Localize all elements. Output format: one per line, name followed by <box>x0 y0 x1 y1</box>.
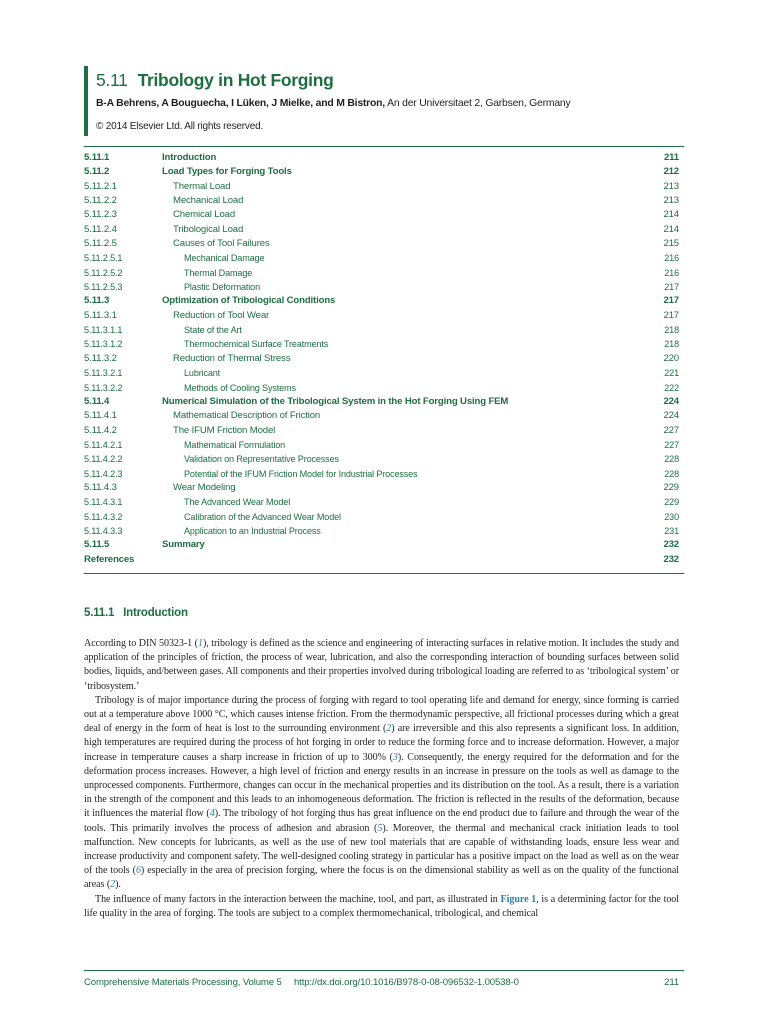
toc-entry-page: 214 <box>663 223 679 235</box>
toc-entry-page: 222 <box>664 382 679 393</box>
toc-entry-page: 224 <box>663 395 679 407</box>
body-paragraph <box>84 893 679 921</box>
citation-link[interactable]: 2 <box>110 879 116 891</box>
toc-entry-title: Mechanical Damage <box>184 253 265 264</box>
toc-entry-number: 5.11.2.5.3 <box>84 282 123 293</box>
toc-entry-number: 5.11.4.3 <box>84 481 117 493</box>
toc-entry-title: Lubricant <box>184 368 221 379</box>
toc-entry-title: Calibration of the Advanced Wear Model <box>184 511 341 522</box>
text-run: The influence of many factors in the interaction between the machine, tool, and part, as illustrated in <box>95 893 501 905</box>
toc-entry[interactable] <box>84 395 679 409</box>
toc-entry-page: 218 <box>664 325 679 336</box>
toc-entry-title: Thermochemical Surface Treatments <box>184 339 329 350</box>
toc-bottom-rule <box>84 573 684 574</box>
toc-entry-number: 5.11.4.1 <box>84 410 117 422</box>
toc-entry-page: 232 <box>663 553 679 565</box>
toc-entry-page: 213 <box>663 180 679 192</box>
toc-entry[interactable] <box>84 524 679 538</box>
body-paragraph <box>84 694 679 893</box>
toc-entry-number: 5.11.2.2 <box>84 195 117 207</box>
toc-entry-number: 5.11.4.2.3 <box>84 468 123 479</box>
toc-entry-number: 5.11.3.1.2 <box>84 339 123 350</box>
toc-entry[interactable] <box>84 251 679 265</box>
toc-entry-page: 215 <box>663 238 679 250</box>
toc-entry[interactable] <box>84 538 679 552</box>
citation-link[interactable]: 1 <box>197 638 203 649</box>
toc-entry-title: Application to an Industrial Process <box>184 525 321 536</box>
toc-entry-page: 229 <box>663 481 679 493</box>
toc-entry-number: 5.11.2.5.1 <box>84 253 123 264</box>
toc-entry[interactable] <box>84 424 679 438</box>
toc-entry[interactable] <box>84 294 679 308</box>
toc-entry[interactable] <box>84 366 679 380</box>
chapter-title-text: Tribology in Hot Forging <box>137 70 334 90</box>
toc-entry-title: The IFUM Friction Model <box>173 424 276 436</box>
toc-entry-title: Causes of Tool Failures <box>173 238 270 250</box>
toc-entry-number: 5.11.4.3.2 <box>84 511 123 522</box>
toc-entry-title: Reduction of Thermal Stress <box>173 352 291 364</box>
toc-entry[interactable] <box>84 309 679 323</box>
toc-entry[interactable] <box>84 510 679 524</box>
toc-entry-number: 5.11.4.3.3 <box>84 525 123 536</box>
toc-entry-title: Plastic Deformation <box>184 282 260 293</box>
citation-link[interactable]: 3 <box>392 751 398 763</box>
toc-entry[interactable] <box>84 409 679 423</box>
toc-entry-page: 213 <box>663 195 679 207</box>
affiliation: An der Universitaet 2, Garbsen, Germany <box>385 98 571 109</box>
body-paragraph <box>84 637 679 694</box>
toc-entry-title: Potential of the IFUM Friction Model for Industrial Processes <box>184 468 418 479</box>
toc-entry-number: References <box>84 553 135 565</box>
toc-entry-title: State of the Art <box>184 325 242 336</box>
toc-entry-page: 228 <box>664 468 679 479</box>
toc-entry[interactable] <box>84 467 679 481</box>
copyright-notice: © 2014 Elsevier Ltd. All rights reserved. <box>96 121 264 132</box>
toc-entry-number: 5.11.1 <box>84 152 110 163</box>
figure-reference-link[interactable]: Figure 1 <box>500 893 537 905</box>
chapter-number: 5.11 <box>96 70 128 90</box>
toc-entry[interactable] <box>84 151 679 165</box>
toc-entry-number: 5.11.4.2.2 <box>84 454 123 465</box>
text-run: ). <box>115 879 121 891</box>
toc-entry-page: 228 <box>664 454 679 465</box>
toc-entry-title: Load Types for Forging Tools <box>162 166 292 178</box>
toc-entry-title: Thermal Load <box>173 180 231 192</box>
toc-entry-title: Summary <box>162 539 205 551</box>
toc-entry-title: Mechanical Load <box>173 195 244 207</box>
section-title: Introduction <box>123 607 188 619</box>
toc-entry[interactable] <box>84 481 679 495</box>
footer-doi-link[interactable]: http://dx.doi.org/10.1016/B978-0-08-096532-1.00538-0 <box>294 977 519 988</box>
text-run: ). The tribology of hot forging thus has great influence on the end product due to failure and through the wear of the tools. This primarily involves the process of adhesion and abrasion ( <box>84 808 679 834</box>
toc-entry[interactable] <box>84 280 679 294</box>
toc-entry-number: 5.11.2.5 <box>84 238 117 250</box>
toc-entry-number: 5.11.2.4 <box>84 223 117 235</box>
text-run: ). Consequently, the energy required for the deformation and for the deformation process increases. However, a high level of friction and energy results in an increase in pressure on the tools as well as damage to the unprocessed components. Furthermore, changes can occur in the mechanical properties and its distribution on the tool. As a result, there is a variation in the strength of the component and this leads to an inhomogeneous deformation. The friction is reflected in the results of the deformation, because it influences the material flow ( <box>84 751 679 820</box>
footer-rule <box>84 970 684 971</box>
toc-entry-title: Thermal Damage <box>184 267 253 278</box>
toc-entry[interactable] <box>84 438 679 452</box>
citation-link[interactable]: 2 <box>386 723 392 735</box>
toc-entry-number: 5.11.2.1 <box>84 180 117 192</box>
toc-top-rule <box>84 146 684 147</box>
toc-entry[interactable] <box>84 180 679 194</box>
toc-entry-page: 211 <box>663 152 679 163</box>
toc-entry-page: 227 <box>664 439 679 450</box>
toc-entry[interactable] <box>84 452 679 466</box>
toc-entry-number: 5.11.3 <box>84 295 110 307</box>
author-line <box>96 98 570 109</box>
toc-entry[interactable] <box>84 266 679 280</box>
toc-entry[interactable] <box>84 352 679 366</box>
toc-entry[interactable] <box>84 194 679 208</box>
toc-entry-number: 5.11.4.2 <box>84 424 117 436</box>
chapter-title <box>96 70 334 91</box>
toc-entry-page: 229 <box>664 497 679 508</box>
toc-entry-number: 5.11.4.3.1 <box>84 497 123 508</box>
toc-entry-page: 212 <box>663 166 679 178</box>
toc-entry-number: 5.11.3.2.2 <box>84 382 123 393</box>
toc-entry-page: 231 <box>664 525 679 536</box>
toc-entry-page: 217 <box>663 309 679 321</box>
citation-link[interactable]: 5 <box>377 822 383 834</box>
citation-link[interactable]: 4 <box>209 808 215 820</box>
toc-entry-number: 5.11.3.1 <box>84 309 117 321</box>
toc-entry-page: 217 <box>664 282 679 293</box>
toc-entry[interactable] <box>84 337 679 351</box>
toc-entry-title: Wear Modeling <box>173 481 236 493</box>
toc-entry-title: The Advanced Wear Model <box>184 497 291 508</box>
toc-entry-title: Validation on Representative Processes <box>184 454 339 465</box>
toc-entry-number: 5.11.2 <box>84 166 110 178</box>
toc-entry-page: 218 <box>664 339 679 350</box>
footer-page-number: 211 <box>664 977 679 988</box>
toc-entry-number: 5.11.2.3 <box>84 209 117 221</box>
toc-entry-title: Chemical Load <box>173 209 236 221</box>
toc-entry-title: Tribological Load <box>173 223 244 235</box>
section-heading <box>84 607 188 619</box>
toc-entry[interactable] <box>84 165 679 179</box>
toc-entry-title: Introduction <box>162 152 217 163</box>
toc-entry-number: 5.11.2.5.2 <box>84 267 123 278</box>
toc-entry-page: 216 <box>664 267 679 278</box>
toc-entry-title: Mathematical Description of Friction <box>173 410 321 422</box>
text-run: According to DIN 50323-1 ( <box>84 638 198 649</box>
toc-entry-page: 221 <box>664 368 679 379</box>
toc-entry[interactable] <box>84 323 679 337</box>
toc-entry-page: 224 <box>663 410 679 422</box>
toc-entry-page: 232 <box>663 539 679 551</box>
toc-entry-page: 220 <box>663 352 679 364</box>
toc-entry[interactable] <box>84 208 679 222</box>
toc-entry-title: Reduction of Tool Wear <box>173 309 270 321</box>
toc-entry-number: 5.11.4.2.1 <box>84 439 123 450</box>
text-run: Tribology is of major importance during the process of forging with regard to tool operating life and demand for energy, since forming is carried out at a temperature above 1000 °C, which causes intense friction. From the thermodynamic perspective, all frictional processes during which a great deal of energy in the form of heat is lost to the surrounding environment ( <box>84 694 679 735</box>
section-number: 5.11.1 <box>84 607 115 619</box>
toc-entry[interactable] <box>84 381 679 395</box>
toc-entry-number: 5.11.4 <box>84 395 110 407</box>
toc-entry-number: 5.11.5 <box>84 539 110 551</box>
toc-entry-title: Numerical Simulation of the Tribological System in the Hot Forging Using FEM <box>162 395 509 407</box>
text-run: ), tribology is defined as the science and engineering of interacting surfaces in relative motion. It includes the study and application of the principles of friction, the process of wear, lubrication, and also the corresponding interaction of bounding surfaces between solid bodies, liquids, and/between gases. All components and their properties involved during tribological loading are referred to as ‘tribological system’ or ‘tribosystem.’ <box>84 638 679 692</box>
toc-entry-title: Methods of Cooling Systems <box>184 382 296 393</box>
toc-entry-number: 5.11.3.2 <box>84 352 117 364</box>
toc-entry[interactable] <box>84 237 679 251</box>
toc-entry-page: 227 <box>663 424 679 436</box>
toc-entry-page: 216 <box>664 253 679 264</box>
header-accent-bar <box>84 66 88 136</box>
text-run: ) are irreversible and this also represents a significant loss. In addition, high temperatures are required during the process of hot forging in order to reduce the forming force and to increase deformation. However, a major increase in temperature causes a sharp increase in friction of up to 300% ( <box>84 723 679 763</box>
toc-entry[interactable] <box>84 495 679 509</box>
toc-entry-page: 217 <box>663 295 679 307</box>
footer-publication: Comprehensive Materials Processing, Volume 5 <box>84 977 282 988</box>
text-run: , is a determining factor for the tool life quality in the area of forging. The tools are subject to a complex thermomechanical, tribological, and chemical <box>84 893 680 919</box>
toc-entry-title: Mathematical Formulation <box>184 439 286 450</box>
text-run: ). Moreover, the thermal and mechanical crack initiation leads to tool malfunction. New concepts for lubricants, as well as the use of new tool materials that are capable of withstanding loads, ensure less wear and increase productivity and component safety. The well-designed cooling strategy in particular has a positive impact on the load as well as on the wear of the tools ( <box>84 822 679 877</box>
text-run: ) especially in the area of precision forging, where the focus is on the dimensional stability as well as on the quality of the functional areas ( <box>84 865 679 891</box>
toc-entry[interactable] <box>84 553 679 567</box>
toc-entry[interactable] <box>84 223 679 237</box>
toc-entry-title: Optimization of Tribological Conditions <box>162 295 336 307</box>
citation-link[interactable]: 6 <box>135 865 141 877</box>
table-of-contents <box>84 151 679 567</box>
toc-entry-page: 230 <box>664 511 679 522</box>
toc-entry-number: 5.11.3.2.1 <box>84 368 123 379</box>
section-body <box>84 637 679 921</box>
toc-entry-page: 214 <box>663 209 679 221</box>
authors: B-A Behrens, A Bouguecha, I Lüken, J Mielke, and M Bistron, <box>96 98 385 109</box>
toc-entry-number: 5.11.3.1.1 <box>84 325 123 336</box>
